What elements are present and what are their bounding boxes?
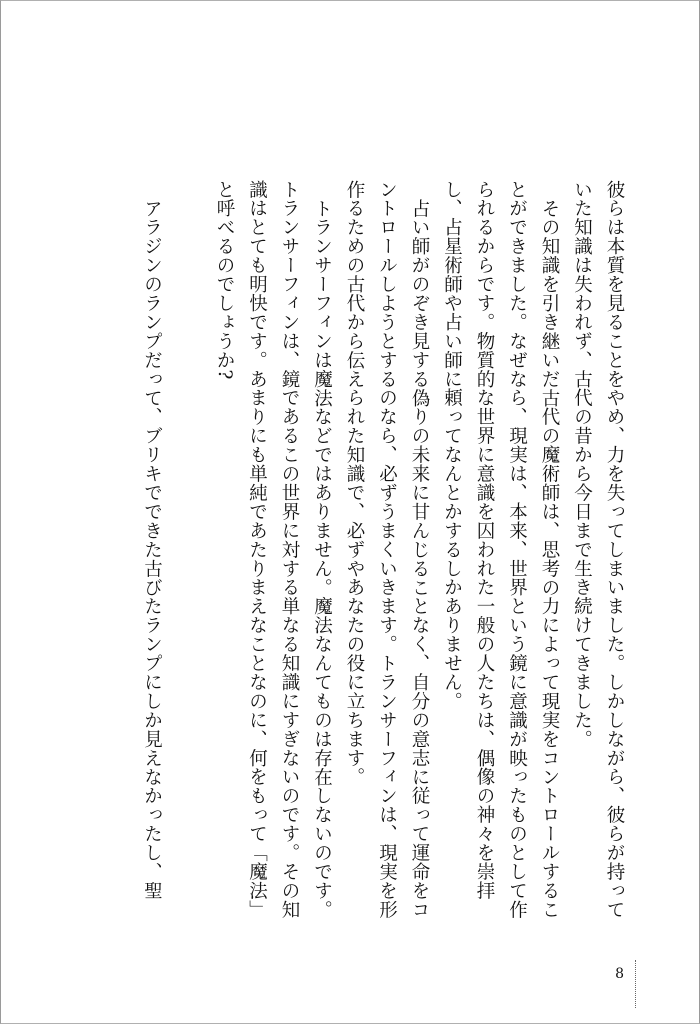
paragraph-5: アラジンのランプだって、ブリキでできた古びたランプにしか見えなかったし、聖 <box>141 198 163 900</box>
paragraph-2: その知識を引き継いだ古代の魔術師は、思考の力によって現実をコントロールすることができました。なぜなら、現実は、本来、世界という鏡に意識が映ったものとして作られるからです。物質的な世界に意識を囚われた一般の人たちは、偶像の神々を崇拝し、占星術師や占い師に頼ってなんとかするしかありません。 <box>441 180 560 920</box>
paragraph-4: トランサーフィンは魔法などではありません。魔法なんてものは存在しないのです。トランサーフィンは、鏡であるこの世界に対する単なる知識にすぎないのです。その知識はとても明快です。あまりにも単純であたりまえなことなのに、何をもって「魔法」と呼べるのでしょうか? <box>214 180 333 920</box>
page-number: 8 <box>615 966 624 982</box>
paragraph-3: 占い師がのぞき見する偽りの未来に甘んじることなく、自分の意志に従って運命をコントロールしようとするのなら、必ずうまくいきます。トランサーフィンは、現実を形作るための古代から伝えられた知識で、必ずやあなたの役に立ちます。 <box>344 180 430 920</box>
folio-rule <box>635 960 636 1008</box>
paragraph-1: 彼らは本質を見ることをやめ、力を失ってしまいました。しかしながら、彼らが持っていた知識は失われず、古代の昔から今日まで生き続けてきました。 <box>571 180 625 920</box>
body-text <box>135 180 630 920</box>
